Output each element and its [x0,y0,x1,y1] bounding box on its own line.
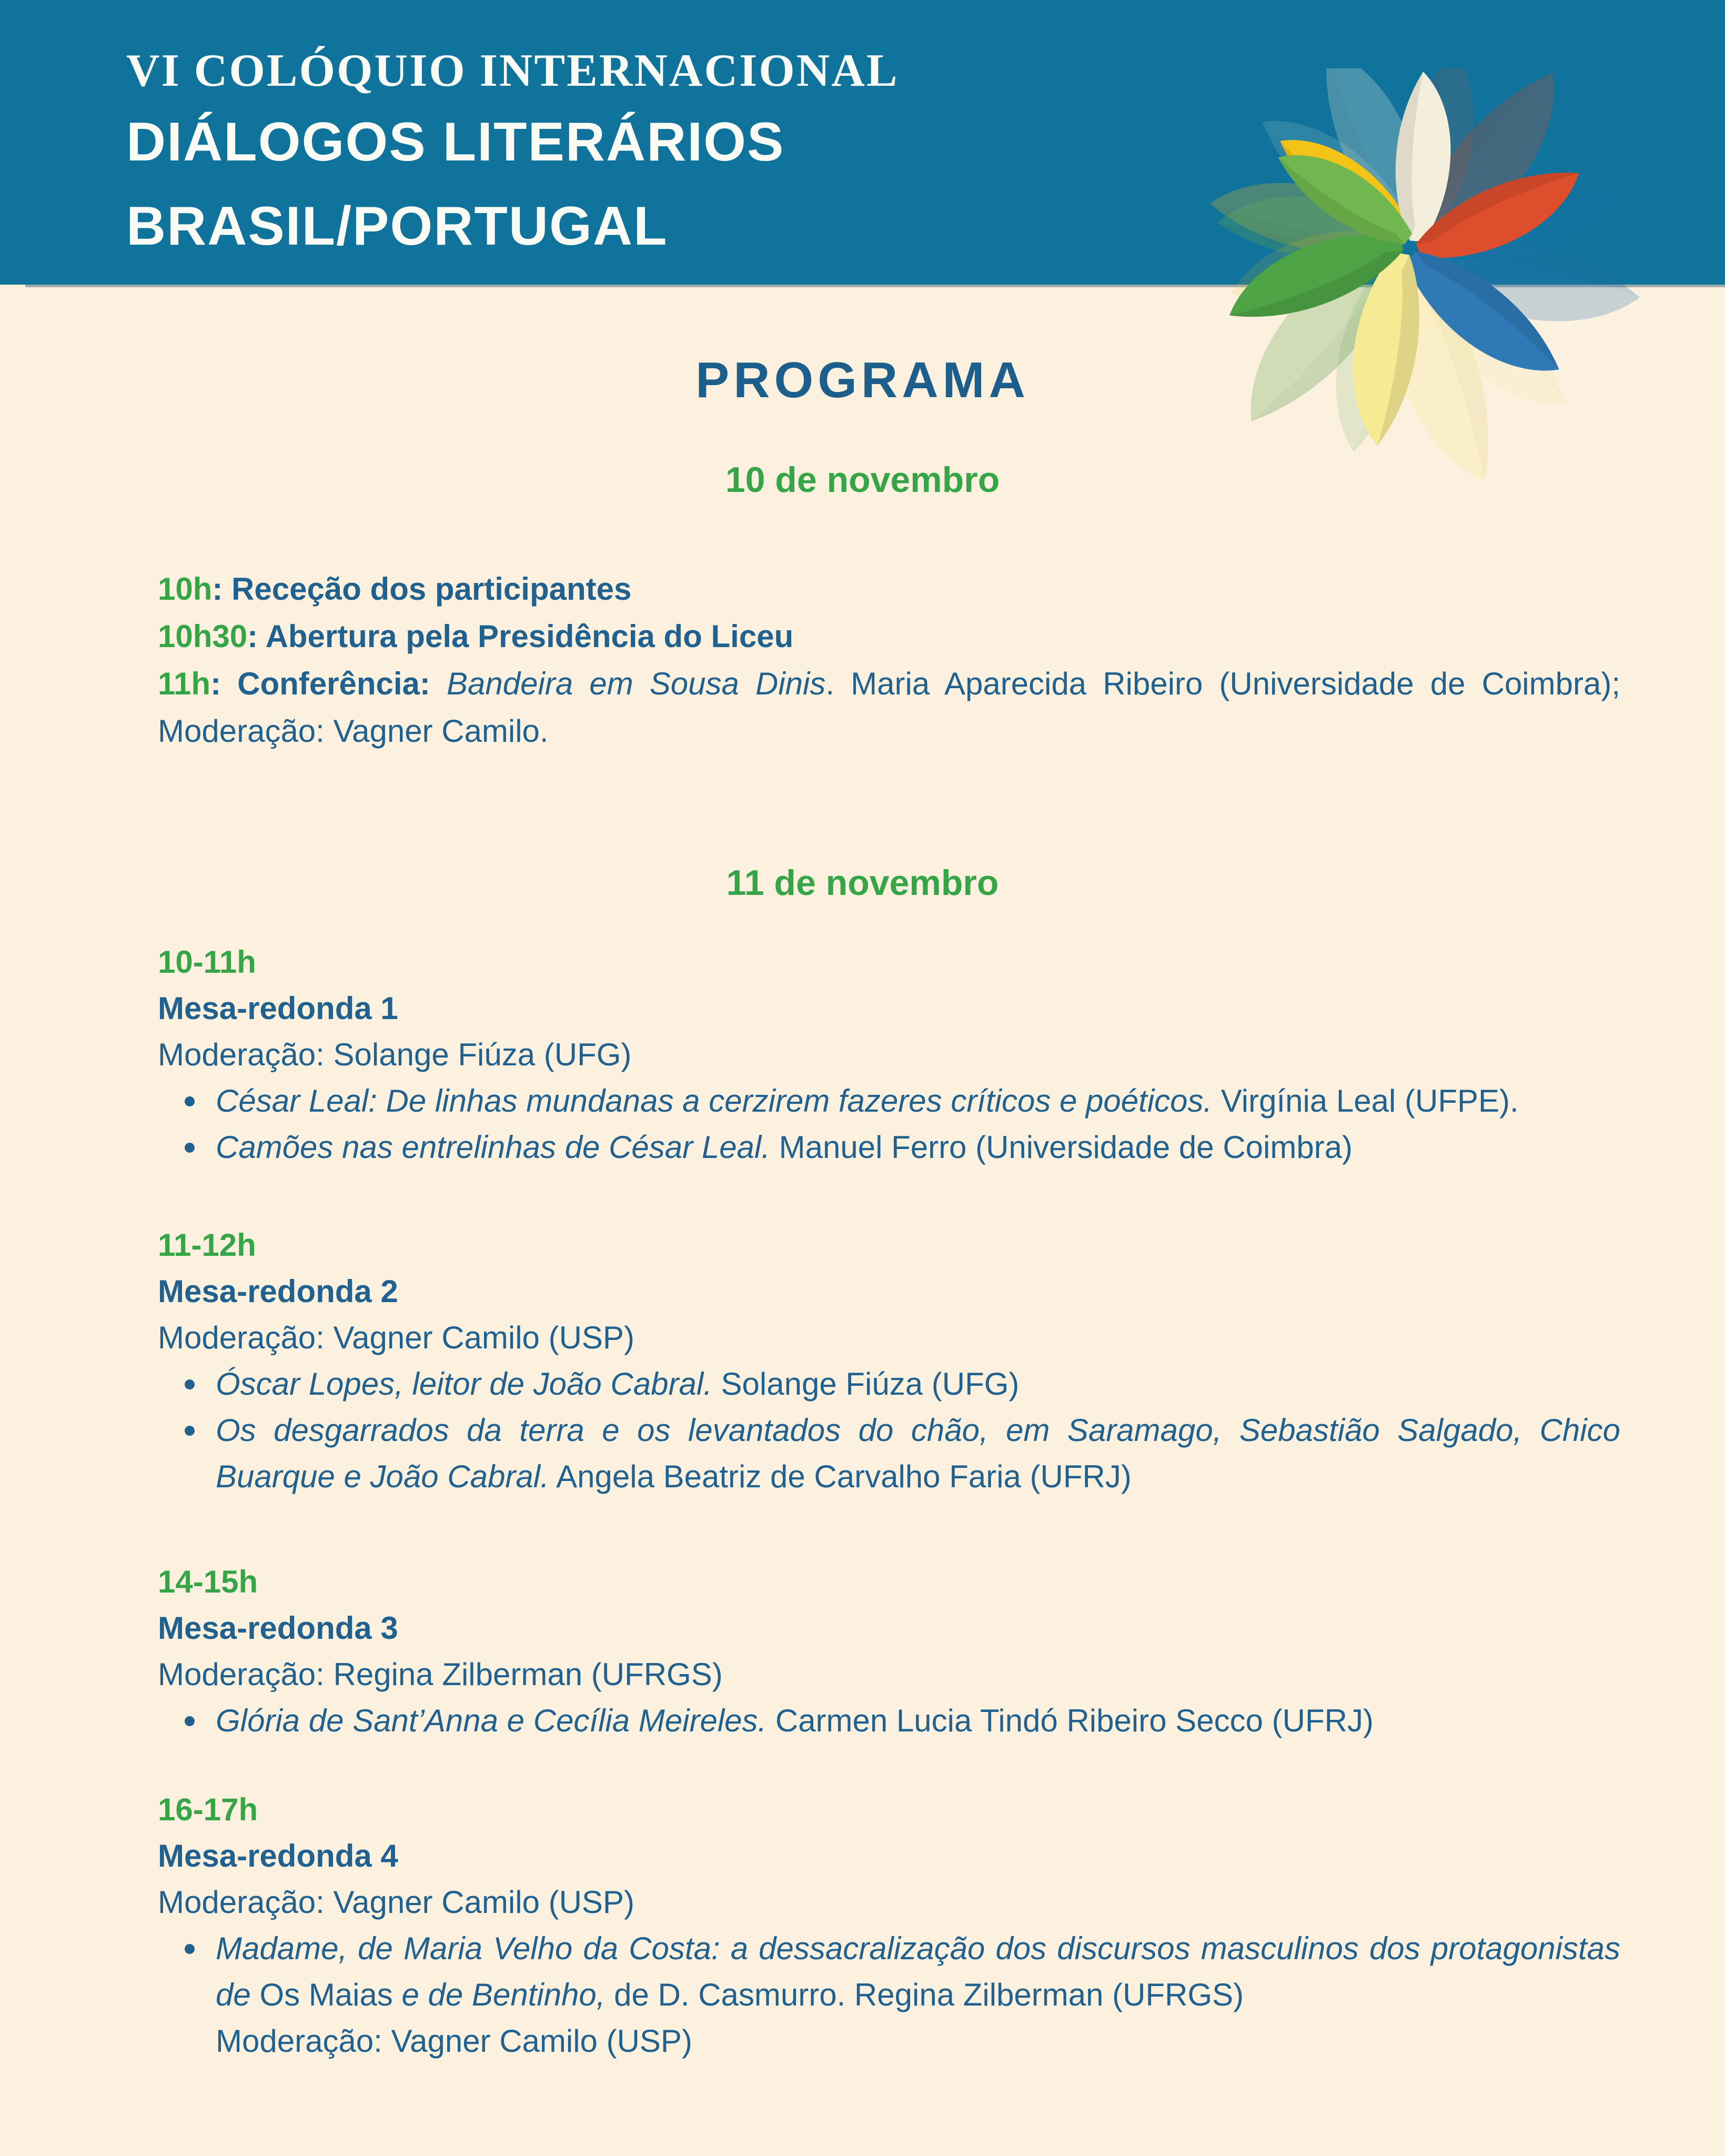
event-title-line2: BRASIL/PORTUGAL [126,196,668,257]
talk-item [158,1698,1620,1744]
text-run: de [216,1977,260,2012]
page-title: PROGRAMA [695,352,1030,408]
text-run: 16-17h [158,1792,258,1827]
text-run: 11-12h [158,1227,256,1263]
schedule-row [158,613,1620,660]
text-run: Os Maias [259,1977,393,2012]
schedule-row [158,1605,1620,1651]
schedule-row [158,1972,1620,2018]
schedule-row [158,1268,1620,1315]
text-run: Moderação: Vagner Camilo (USP) [158,1320,634,1355]
schedule-row [158,2018,1620,2064]
text-run: Moderação: Vagner Camilo (USP) [158,1885,634,1920]
text-run: Manuel Ferro (Universidade de Coimbra) [770,1130,1353,1165]
text-run: Moderação: Vagner Camilo. [158,713,549,749]
text-run: 11h [158,666,211,701]
text-run: Mesa-redonda 2 [158,1274,398,1309]
text-run: Moderação: Regina Zilberman (UFRGS) [158,1657,723,1692]
schedule-row [158,939,1620,985]
talk-item [158,1124,1620,1171]
text-run: 10h30 [158,619,248,654]
pinwheel-logo-icon [1194,68,1668,479]
text-run: Conferência: [237,666,447,701]
talk-item [158,1078,1620,1124]
talk-item [158,1407,1620,1454]
text-run: Mesa-redonda 4 [158,1838,398,1873]
session-section [158,566,1620,755]
schedule-row [158,1315,1620,1361]
schedule-row [158,1833,1620,1879]
schedule-row [158,566,1620,613]
schedule-row [158,1879,1620,1926]
schedule-row [158,1454,1620,1500]
talk-item [158,1926,1620,1972]
text-run: Óscar Lopes, leitor de João Cabral. [216,1366,712,1402]
text-run: Moderação: Vagner Camilo (USP) [216,2023,692,2059]
text-run: Receção dos participantes [231,571,632,607]
schedule-row [158,985,1620,1032]
session-section [158,1222,1620,1500]
text-run: . Maria Aparecida Ribeiro (Universidade de Coimbra); [825,666,1620,701]
event-series-title: VI COLÓQUIO INTERNACIONAL [126,45,899,96]
session-section [158,939,1620,1171]
text-run: Carmen Lucia Tindó Ribeiro Secco (UFRJ) [766,1703,1374,1738]
text-run: de D. Casmurro. Regina Zilberman (UFRGS) [605,1977,1244,2012]
text-run: 10-11h [158,944,256,980]
text-run: : [247,619,266,654]
text-run: Bandeira em Sousa Dinis [447,666,826,701]
talk-item [158,1361,1620,1407]
text-run: e de Bentinho, [392,1977,606,2012]
event-title-line1: DIÁLOGOS LITERÁRIOS [126,112,785,173]
text-run: Buarque e João Cabral. [216,1459,549,1494]
text-run: Solange Fiúza (UFG) [712,1366,1020,1402]
text-run: Virgínia Leal (UFPE). [1212,1083,1519,1119]
schedule-row [158,708,1620,755]
date-heading: 10 de novembro [725,460,1000,500]
session-section [158,1787,1620,2064]
schedule-row [158,1559,1620,1605]
text-run: Mesa-redonda 3 [158,1610,398,1646]
text-run: : [212,571,232,607]
text-run: Abertura pela Presidência do Liceu [265,619,794,654]
text-run: Glória de Sant’Anna e Cecília Meireles. [216,1703,767,1738]
text-run: 14-15h [158,1564,258,1599]
text-run: 10h [158,571,213,607]
text-run: Camões nas entrelinhas de César Leal. [216,1130,770,1165]
text-run: Os desgarrados da terra e os levantados do chão, em Saramago, Sebastião Salgado, Chico [216,1413,1620,1448]
text-run: César Leal: De linhas mundanas a cerzirem fazeres críticos e poéticos. [216,1083,1213,1119]
schedule-row [158,1787,1620,1833]
schedule-row [158,1222,1620,1268]
session-section [158,1559,1620,1744]
schedule-row [158,660,1620,708]
schedule-row [158,1032,1620,1078]
text-run: Mesa-redonda 1 [158,991,398,1026]
text-run: Madame, de Maria Velho da Costa: a dessacralização dos discursos masculinos dos protagonistas [216,1931,1620,1966]
text-run: Angela Beatriz de Carvalho Faria (UFRJ) [549,1459,1132,1494]
date-heading: 11 de novembro [726,863,999,903]
text-run: Moderação: Solange Fiúza (UFG) [158,1037,632,1072]
text-run: : [210,666,238,701]
schedule-row [158,1651,1620,1698]
